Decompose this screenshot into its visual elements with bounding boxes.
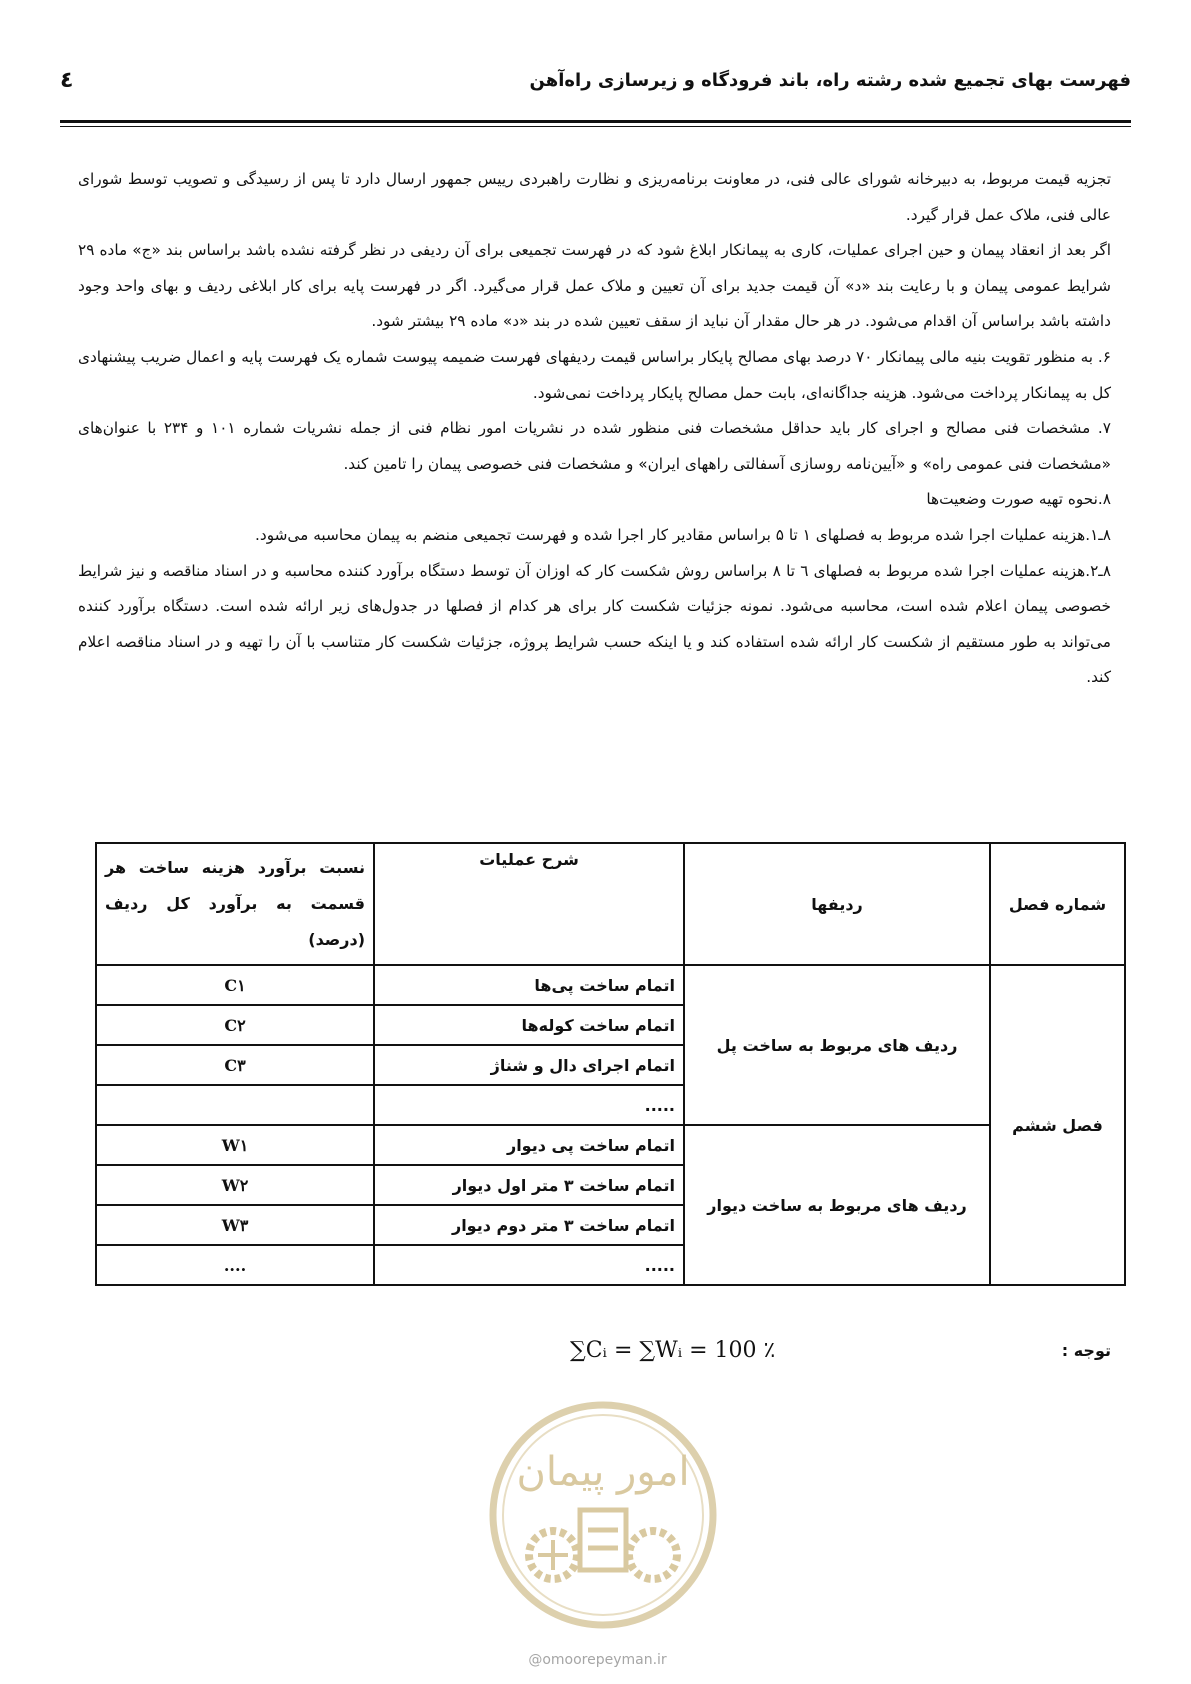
header-chapter: شماره فصل [990, 843, 1125, 965]
header-percent [96, 843, 374, 965]
page-number: ٤ [60, 67, 74, 93]
operation-cell: اتمام ساخت پی دیوار [374, 1125, 684, 1165]
percent-code-cell [96, 1085, 374, 1125]
work-breakdown-table [95, 842, 1126, 1286]
percent-code-cell: C۱ [96, 965, 374, 1005]
header-percent-line: (درصد) [308, 930, 365, 949]
operation-cell: ..... [374, 1245, 684, 1285]
page-header [60, 60, 1131, 100]
seal-ring [493, 1405, 713, 1625]
paragraph: اگر بعد از انعقاد پیمان و حین اجرای عملیات، کاری به پیمانکار ابلاغ شود که در فهرست تجمیعی برای آن ردیفی در نظر گرفته نشده باشد براساس بند «ج» ماده ۲۹ شرایط عمومی پیمان و با رعایت بند «د» آن قیمت جدید برای آن تعیین و ملاک عمل قرار می‌گیرد. اگر در فهرست پایه برای کار ابلاغی ردیف و بهای واحد وجود داشته باشد براساس آن اقدام می‌شود. در هر حال مقدار آن نباید از سقف تعیین شده در بند «د» ماده ۲۹ بیشتر شود. [78, 241, 1111, 331]
seal-inner-ring [503, 1415, 703, 1615]
operation-cell: ..... [374, 1085, 684, 1125]
group-cell: ردیف های مربوط به ساخت پل [684, 965, 990, 1125]
operation-cell: اتمام ساخت ۳ متر دوم دیوار [374, 1205, 684, 1245]
percent-code-cell: C۲ [96, 1005, 374, 1045]
header-rule-thick [60, 120, 1131, 123]
body-text [78, 162, 1111, 696]
seal-text: امور پیمان [516, 1449, 690, 1495]
paragraph: ۸ـ۱.هزینه عملیات اجرا شده مربوط به فصلهای ۱ تا ۵ براساس مقادیر کار اجرا شده و فهرست تجمیعی منضم به پیمان محاسبه می‌شود. [255, 525, 1111, 544]
scale-icon [538, 1540, 568, 1570]
note-label: توجه : [1061, 1340, 1111, 1360]
header-rows: ردیفها [684, 843, 990, 965]
paragraph: ۸ـ۲.هزینه عملیات اجرا شده مربوط به فصلهای ٦ تا ۸ براساس روش شکست کار که اوزان آن توسط دستگاه برآورد کننده محاسبه و در اسناد مناقصه و نیز شرایط خصوصی پیمان اعلام شده است، محاسبه می‌شود. نمونه جزئیات شکست کار برای هر کدام از فصلها در جدول‌های زیر ارائه شده است. دستگاه برآورد کننده می‌تواند به طور مستقیم از شکست کار ارائه شده استفاده کند و یا اینکه حسب شرایط پروژه، جزئیات شکست کار متناسب با آن را تهیه و در اسناد مناقصه اعلام کند. [78, 561, 1111, 687]
note-line [80, 1330, 1111, 1370]
percent-code-cell: W۱ [96, 1125, 374, 1165]
header-percent-line: قسمت به برآورد کل ردیف [105, 894, 365, 913]
building-icon [580, 1510, 626, 1570]
seal-watermark [488, 1390, 718, 1655]
paragraph: ۸.نحوه تهیه صورت وضعیت‌ها [926, 490, 1111, 509]
operation-cell: اتمام اجرای دال و شناژ [374, 1045, 684, 1085]
header-title: فهرست بهای تجمیع شده رشته راه، باند فرودگاه و زیرسازی راه‌آهن [529, 69, 1131, 91]
website-watermark: @omoorepeyman.ir [528, 1652, 667, 1668]
percent-code-cell: C۳ [96, 1045, 374, 1085]
paragraph: تجزیه قیمت مربوط، به دبیرخانه شورای عالی فنی، در معاونت برنامه‌ریزی و نظارت راهبردی رییس جمهور ارسال دارد تا پس از رسیدگی و تصویب توسط شورای عالی فنی، ملاک عمل قرار گیرد. [78, 170, 1111, 224]
header-percent-line: نسبت برآورد هزینه ساخت هر [105, 858, 365, 877]
percent-code-cell: W۲ [96, 1165, 374, 1205]
gear-icon [629, 1531, 677, 1579]
paragraph: ۷. مشخصات فنی مصالح و اجرای کار باید حداقل مشخصات فنی منظور شده در نشریات امور نظام فنی از جمله نشریات شماره ۱۰۱ و ۲۳۴ با عنوان‌های «مشخصات فنی عمومی راه» و «آیین‌نامه روسازی آسفالتی راههای ایران» و مشخصات فنی خصوصی پیمان را تامین کند. [78, 419, 1111, 473]
paragraph: ۶. به منظور تقویت بنیه مالی پیمانکار ۷۰ درصد بهای مصالح پایکار براساس قیمت ردیفهای فهرست ضمیمه پیوست شماره یک فهرست پایه و اعمال ضریب پیشنهادی کل به پیمانکار پرداخت می‌شود. هزینه جداگانه‌ای، بابت حمل مصالح پایکار پرداخت نمی‌شود. [78, 347, 1111, 402]
percent-code-cell: W۳ [96, 1205, 374, 1245]
header-rule-thin [60, 126, 1131, 127]
header-description: شرح عملیات [374, 843, 684, 965]
table-row [96, 1125, 1125, 1165]
group-cell: ردیف های مربوط به ساخت دیوار [684, 1125, 990, 1285]
operation-cell: اتمام ساخت ۳ متر اول دیوار [374, 1165, 684, 1205]
table-row [96, 965, 1125, 1005]
operation-cell: اتمام ساخت کوله‌ها [374, 1005, 684, 1045]
sum-formula: ∑Cᵢ = ∑Wᵢ = 100 ٪ [570, 1337, 776, 1363]
operation-cell: اتمام ساخت پی‌ها [374, 965, 684, 1005]
table-header-row [96, 843, 1125, 965]
chapter-cell: فصل ششم [990, 965, 1125, 1285]
percent-code-cell: .... [96, 1245, 374, 1285]
